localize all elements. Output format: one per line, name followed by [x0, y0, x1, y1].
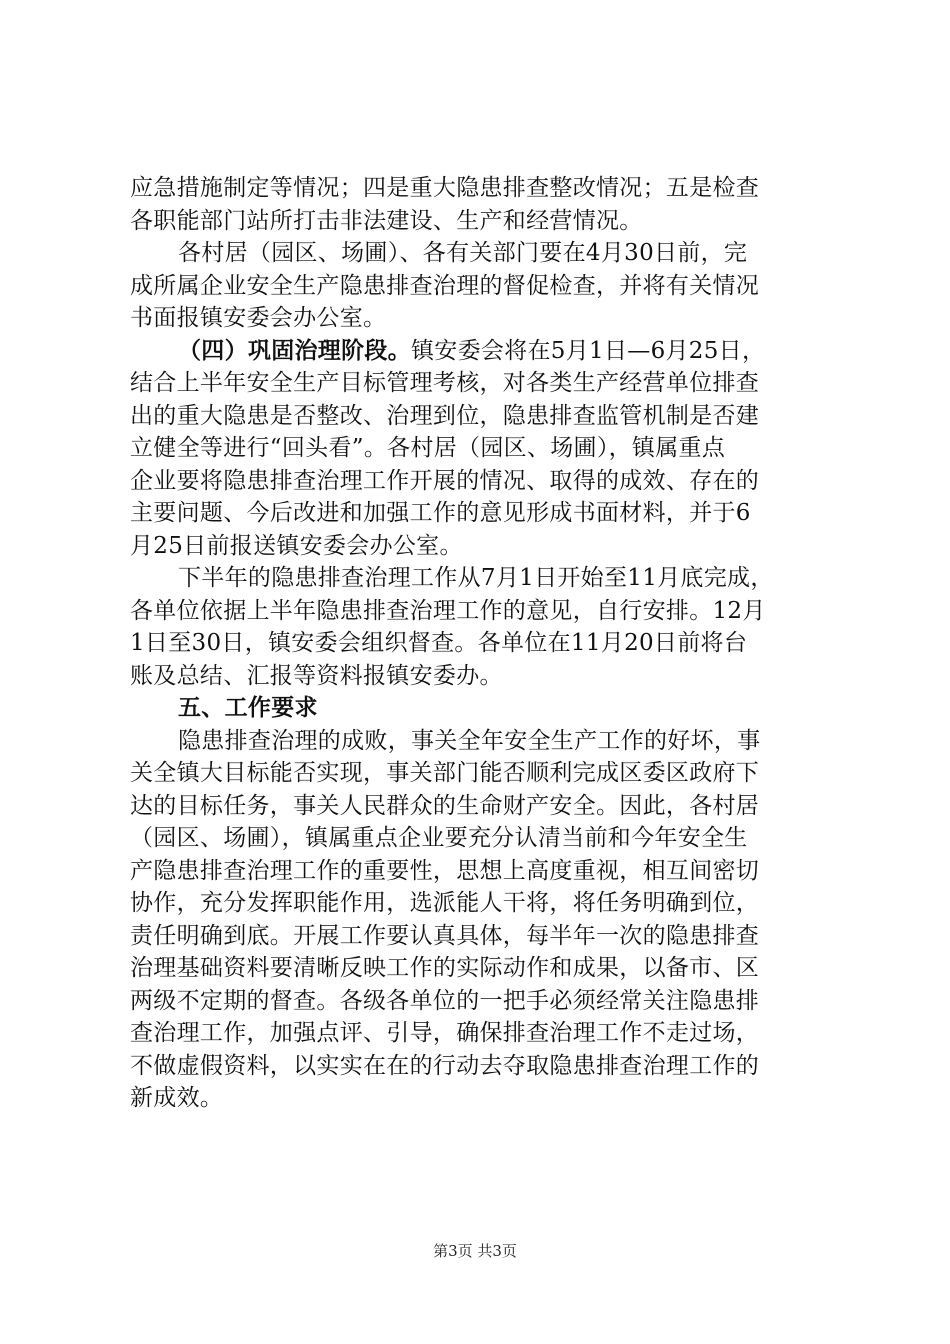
text-line-8: 出的重大隐患是否整改、治理到位，隐患排查监管机制是否建 — [130, 402, 760, 429]
text-line-4: 成所属企业安全生产隐患排查治理的督促检查，并将有关情况 — [130, 272, 760, 299]
text-line-20: 达的目标任务，事关人民群众的生命财产安全。因此，各村居 — [130, 792, 760, 819]
text-line-29: 新成效。 — [130, 1085, 224, 1111]
text-line-24: 责任明确到底。开展工作要认真具体，每半年一次的隐患排查 — [130, 922, 760, 949]
text-line-10: 企业要将隐患排查治理工作开展的情况、取得的成效、存在的 — [130, 467, 760, 494]
text-line-22: 产隐患排查治理工作的重要性，思想上高度重视，相互间密切 — [130, 857, 760, 884]
text-line-21: （园区、场圃），镇属重点企业要充分认清当前和今年安全生 — [130, 825, 748, 851]
text-line-23: 协作，充分发挥职能作用，选派能人干将，将任务明确到位， — [130, 890, 760, 916]
document-body — [130, 172, 830, 1115]
section-heading-requirements: 五、工作要求 — [178, 694, 318, 721]
text-line-28: 不做虚假资料，以实实在在的行动去夺取隐患排查治理工作的 — [130, 1052, 760, 1079]
text-line-11: 主要问题、今后改进和加强工作的意见形成书面材料，并于6 — [130, 500, 751, 526]
text-line-2: 各职能部门站所打击非法建设、生产和经营情况。 — [130, 207, 643, 234]
text-line-12: 月25日前报送镇安委会办公室。 — [130, 532, 463, 559]
text-line-13: 下半年的隐患排查治理工作从7月1日开始至11月底完成， — [178, 565, 774, 591]
text-line-16: 账及总结、汇报等资料报镇安委办。 — [130, 662, 503, 689]
page-footer — [0, 1240, 950, 1261]
text-line-6-body: 镇安委会将在5月1日—6月25日， — [411, 337, 766, 364]
text-line-25: 治理基础资料要清晰反映工作的实际动作和成果，以备市、区 — [130, 955, 760, 981]
text-line-7: 结合上半年安全生产目标管理考核，对各类生产经营单位排查 — [130, 370, 760, 396]
text-line-27: 查治理工作，加强点评、引导，确保排查治理工作不走过场， — [130, 1020, 760, 1046]
page-number-label: 第3页 共3页 — [433, 1242, 517, 1260]
section-heading-consolidation: （四）巩固治理阶段。 — [178, 336, 411, 364]
text-line-1: 应急措施制定等情况；四是重大隐患排查整改情况；五是检查 — [130, 175, 760, 201]
text-line-3: 各村居（园区、场圃）、各有关部门要在4月30日前，完 — [178, 240, 748, 266]
text-line-15: 1日至30日，镇安委会组织督查。各单位在11月20日前将台 — [130, 630, 748, 656]
text-line-26: 两级不定期的督查。各级各单位的一把手必须经常关注隐患排 — [130, 987, 760, 1014]
text-line-19: 关全镇大目标能否实现，事关部门能否顺利完成区委区政府下 — [130, 760, 760, 786]
text-line-18: 隐患排查治理的成败，事关全年安全生产工作的好坏，事 — [178, 727, 761, 754]
text-line-14: 各单位依据上半年隐患排查治理工作的意见，自行安排。12月 — [130, 597, 766, 624]
text-line-9: 立健全等进行“回头看”。各村居（园区、场圃），镇属重点 — [130, 435, 726, 461]
text-line-5: 书面报镇安委会办公室。 — [130, 305, 387, 331]
text-line-6 — [130, 335, 830, 368]
